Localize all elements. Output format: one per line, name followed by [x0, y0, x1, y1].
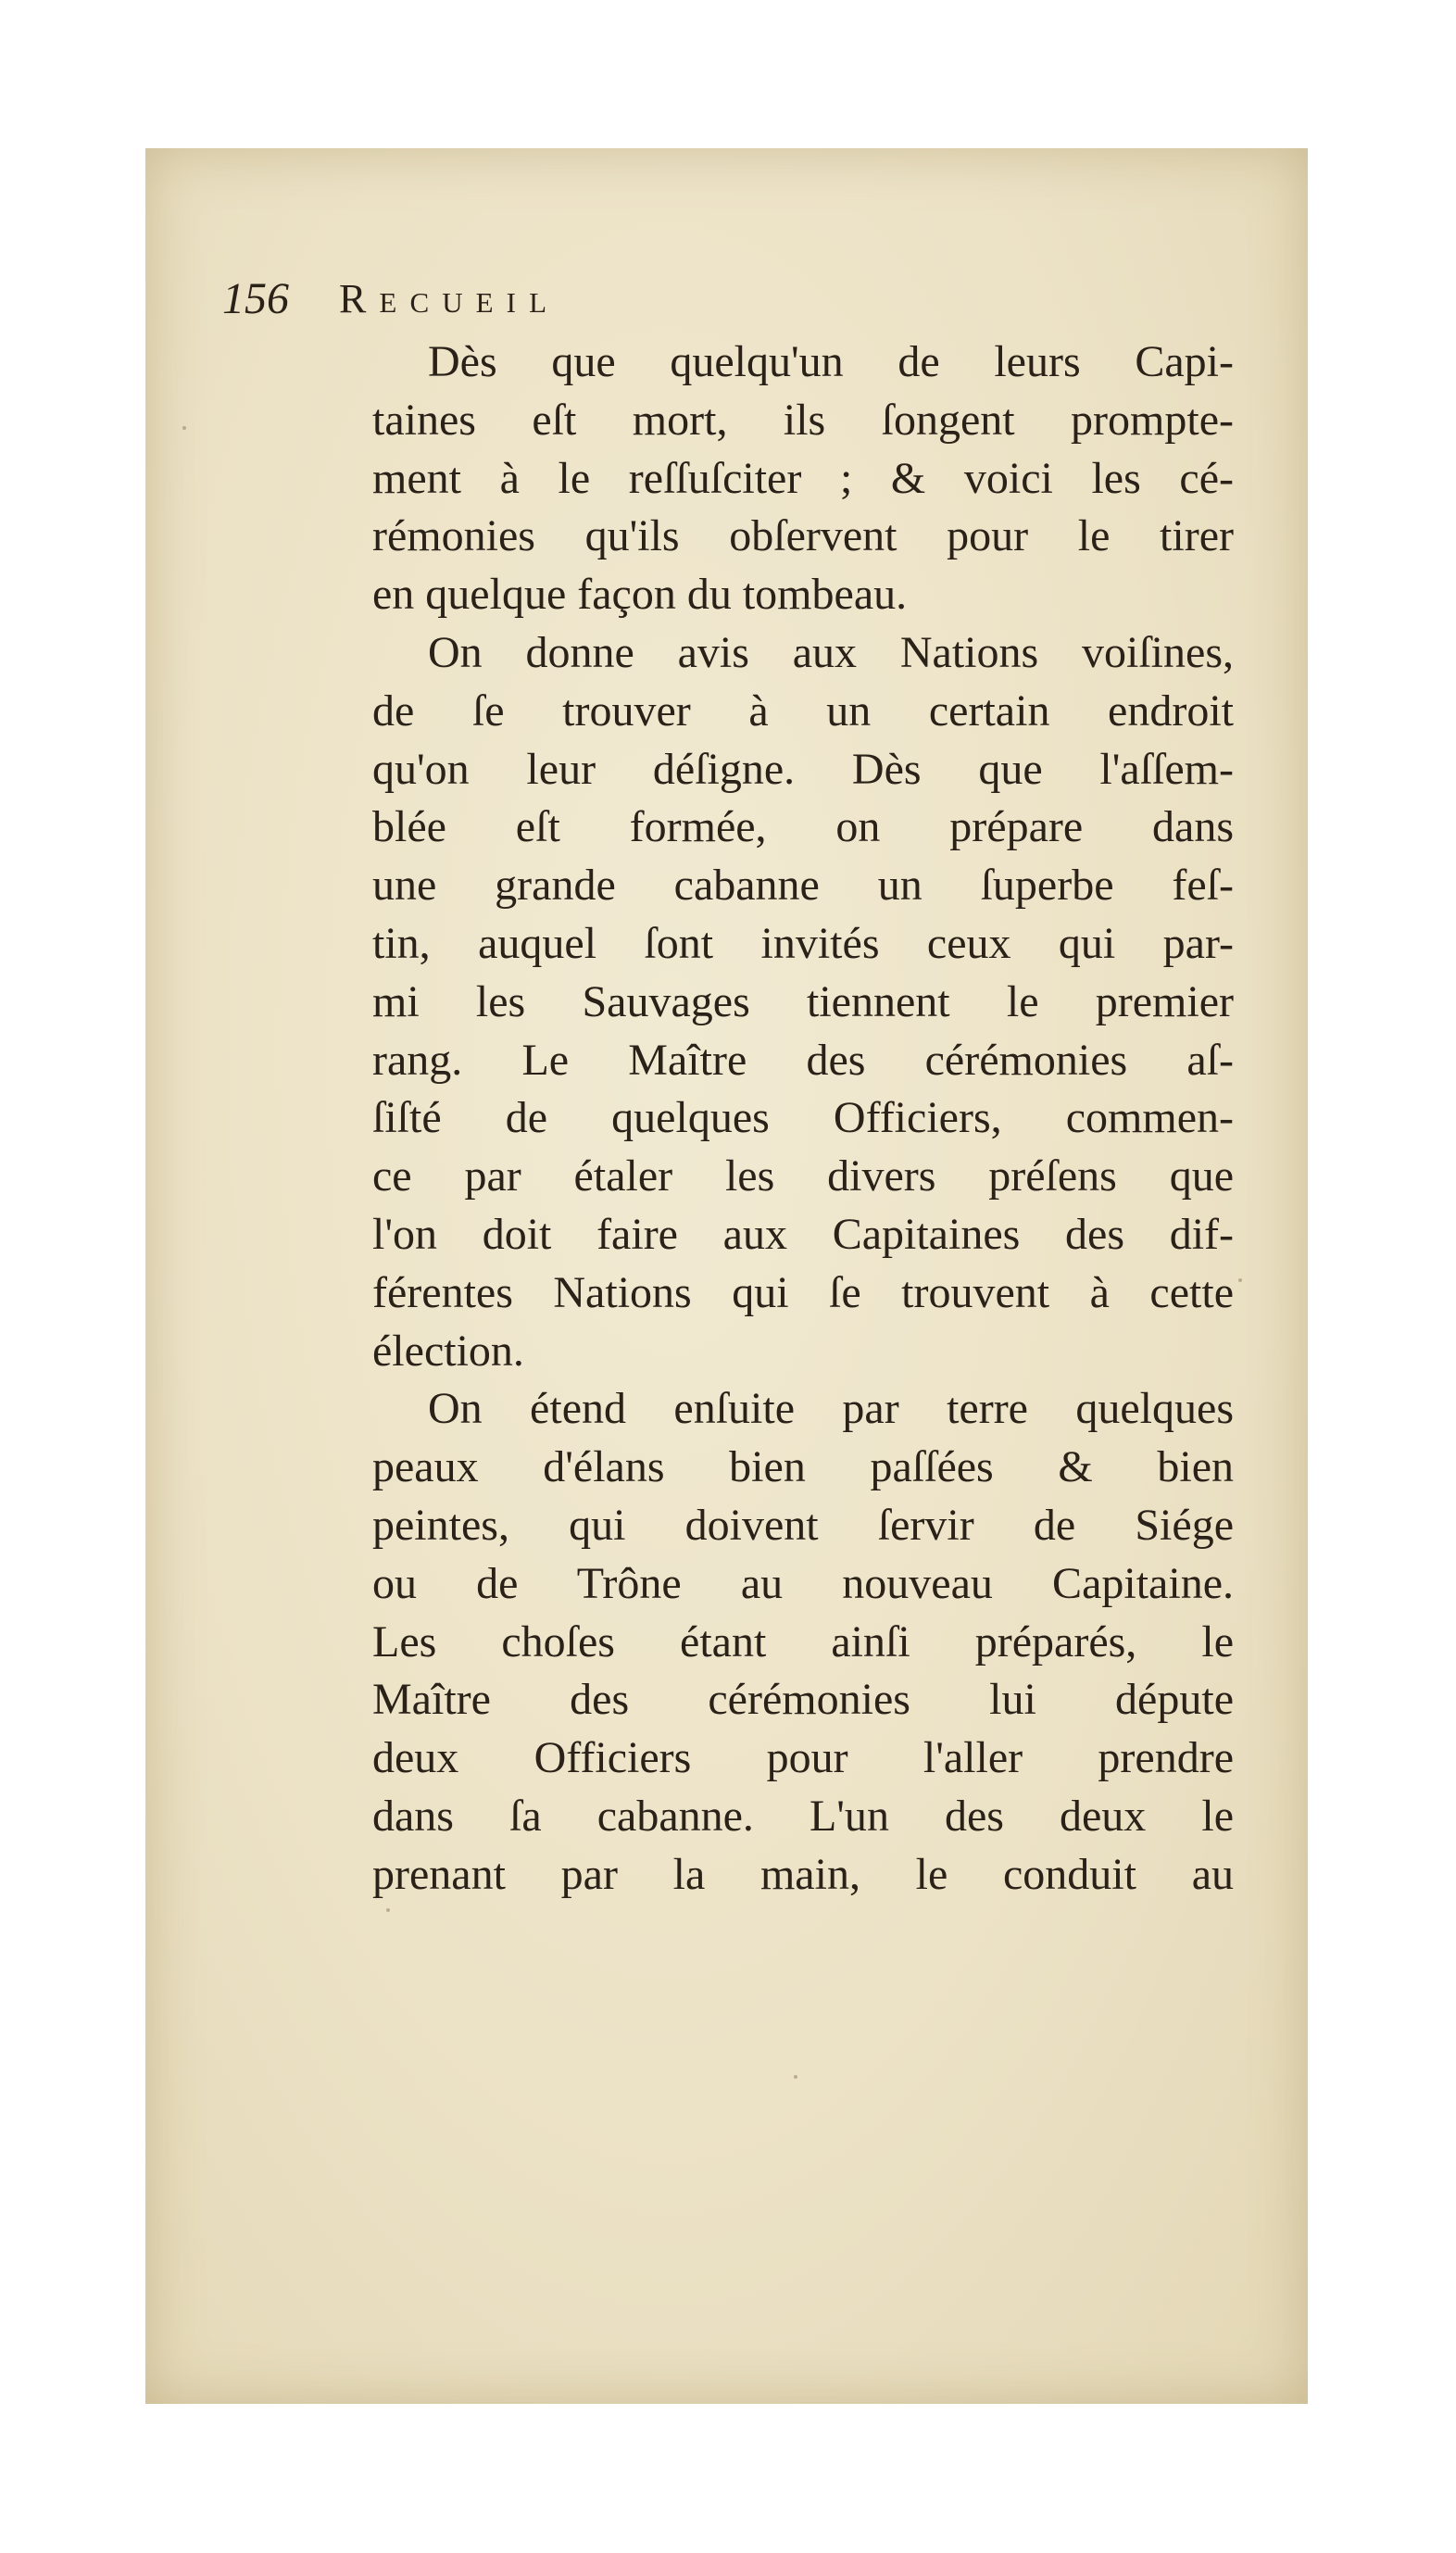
text-line: ment à le reſſuſciter ; & voici les cé-: [372, 453, 1234, 503]
text-line: Maître des cérémonies lui députe: [372, 1675, 1234, 1725]
text-line: dans ſa cabanne. L'un des deux le: [372, 1791, 1234, 1841]
paper-speck: [182, 426, 186, 430]
text-line: rang. Le Maître des cérémonies aſ-: [372, 1035, 1234, 1085]
text-line: élection.: [372, 1326, 524, 1376]
text-line: férentes Nations qui ſe trouvent à cette: [372, 1267, 1234, 1317]
text-line: On étend enſuite par terre quelques: [428, 1384, 1234, 1434]
text-line: qu'on leur déſigne. Dès que l'aſſem-: [372, 744, 1234, 794]
page-header: [222, 267, 1056, 332]
paper-speck: [386, 1908, 390, 1912]
text-line: rémonies qu'ils obſervent pour le tirer: [372, 511, 1234, 561]
text-line: peaux d'élans bien paſſées & bien: [372, 1442, 1234, 1492]
text-line: mi les Sauvages tiennent le premier: [372, 976, 1234, 1026]
text-line: de ſe trouver à un certain endroit: [372, 685, 1234, 736]
text-line: une grande cabanne un ſuperbe feſ-: [372, 861, 1234, 911]
text-line: prenant par la main, le conduit au: [372, 1849, 1234, 1899]
text-line: Les choſes étant ainſi préparés, le: [372, 1616, 1234, 1666]
paragraph: [372, 333, 1234, 624]
paper-speck: [794, 2075, 797, 2079]
text-line: ſiſté de quelques Officiers, commen-: [372, 1093, 1234, 1143]
text-line: On donne avis aux Nations voiſines,: [428, 627, 1234, 677]
text-line: en quelque façon du tombeau.: [372, 570, 908, 620]
text-line: peintes, qui doivent ſervir de Siége: [372, 1500, 1234, 1550]
text-line: deux Officiers pour l'aller prendre: [372, 1733, 1234, 1783]
text-line: blée eſt formée, on prépare dans: [372, 802, 1234, 852]
text-line: Dès que quelqu'un de leurs Capi-: [428, 337, 1234, 386]
paper-speck: [1238, 1278, 1242, 1282]
paragraph: [372, 1380, 1234, 1904]
running-head: Recueil: [339, 276, 560, 321]
text-line: taines eſt mort, ils ſongent prompte-: [372, 395, 1234, 445]
text-body: [372, 333, 1234, 1905]
page-number: 156: [222, 274, 289, 323]
text-line: l'on doit faire aux Capitaines des dif-: [372, 1209, 1234, 1259]
paragraph: [372, 624, 1234, 1380]
text-line: ou de Trône au nouveau Capitaine.: [372, 1558, 1234, 1608]
text-line: tin, auquel ſont invités ceux qui par-: [372, 918, 1234, 968]
text-line: ce par étaler les divers préſens que: [372, 1151, 1234, 1201]
